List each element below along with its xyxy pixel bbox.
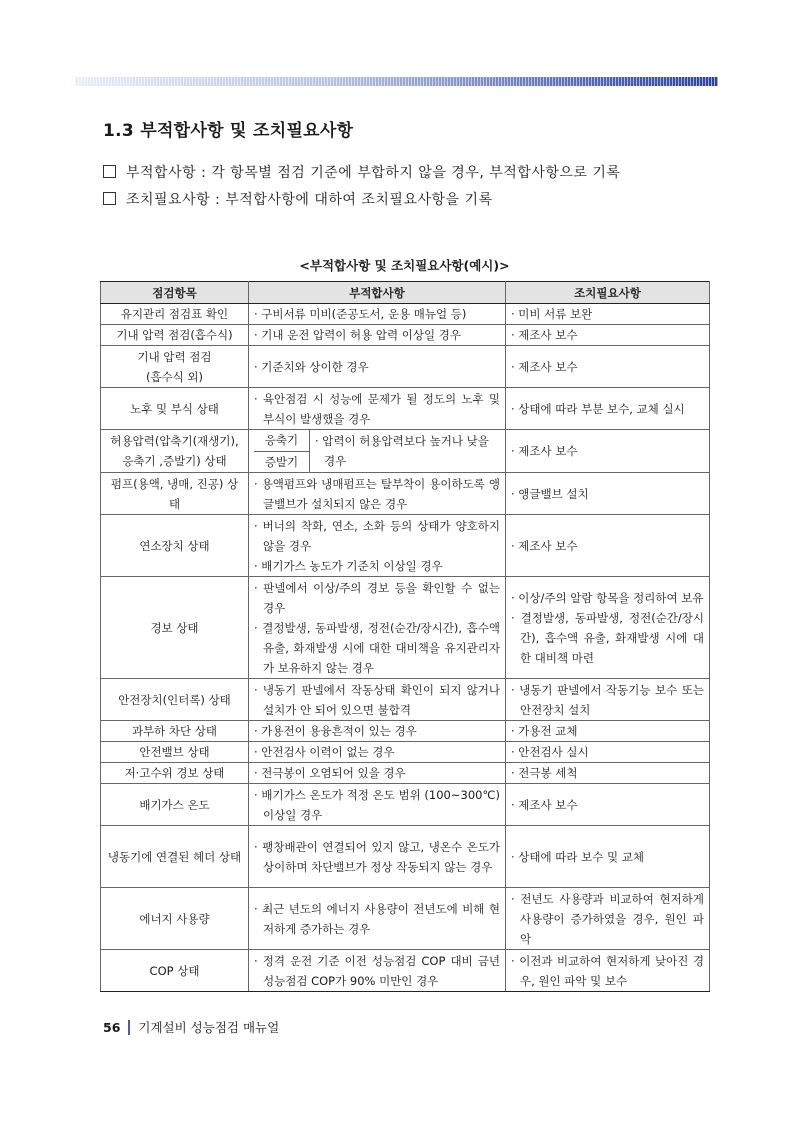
inspection-item-text: 허용압력(압축기(재생기), 응축기 ,증발기) 상태 bbox=[110, 434, 239, 468]
inspection-item-text: 기내 압력 점검(흡수식) bbox=[116, 328, 233, 342]
required-action-text: · 제조사 보수 bbox=[511, 797, 578, 812]
table-header-row bbox=[101, 282, 710, 304]
required-action-text: · 제조사 보수 bbox=[511, 359, 578, 374]
required-action-cell bbox=[506, 950, 710, 992]
nonconformity-text: · 판넬에서 이상/주의 경보 등을 확인할 수 없는 경우 bbox=[254, 580, 500, 615]
nonconformity-cell bbox=[249, 577, 506, 679]
inspection-item-text: COP 상태 bbox=[149, 963, 200, 978]
intro-line-action bbox=[103, 189, 493, 209]
required-action-cell bbox=[506, 679, 710, 721]
nonconformity-text: · 구비서류 미비(준공도서, 운용 매뉴얼 등) bbox=[254, 307, 467, 321]
inspection-item bbox=[101, 742, 249, 763]
table-caption: <부적합사항 및 조치필요사항(예시)> bbox=[299, 258, 510, 273]
required-action-text: · 결정발생, 동파발생, 정전(순간/장시간), 흡수액 유출, 화재발생 시에 대한 대비책 마련 bbox=[511, 610, 704, 665]
required-action-cell bbox=[506, 430, 710, 473]
table-row bbox=[101, 763, 710, 784]
header-rule bbox=[75, 77, 718, 86]
required-action-cell bbox=[506, 826, 710, 888]
required-action-text: · 제조사 보수 bbox=[511, 328, 578, 342]
page-number: 56 bbox=[103, 1019, 121, 1035]
required-action-text: · 전극봉 세척 bbox=[511, 766, 578, 780]
inspection-item bbox=[101, 721, 249, 742]
required-action-text: · 미비 서류 보완 bbox=[511, 307, 593, 321]
nonconformity-text: · 버너의 착화, 연소, 소화 등의 상태가 양호하지 않을 경우 bbox=[254, 518, 500, 553]
table-row bbox=[101, 577, 710, 679]
inspection-item-text: 경보 상태 bbox=[150, 620, 199, 635]
required-action-cell bbox=[506, 888, 710, 950]
table-row bbox=[101, 325, 710, 346]
nonconformity-cell bbox=[249, 473, 506, 515]
required-action-text: · 전년도 사용량과 비교하여 현저하게 사용량이 증가하였을 경우, 원인 파악 bbox=[511, 891, 704, 946]
required-action-text: · 제조사 보수 bbox=[511, 444, 578, 458]
nonconformity-text: · 최근 년도의 에너지 사용량이 전년도에 비해 현저하게 증가하는 경우 bbox=[254, 901, 500, 936]
checkbox-icon bbox=[103, 165, 116, 178]
table-row bbox=[101, 784, 710, 826]
table-row bbox=[101, 950, 710, 992]
inspection-item bbox=[101, 577, 249, 679]
inspection-item-text: 저·고수위 경보 상태 bbox=[124, 766, 225, 780]
inspection-item-text: 기내 압력 점검 (흡수식 외) bbox=[137, 349, 212, 384]
table-row bbox=[101, 679, 710, 721]
required-action-cell bbox=[506, 325, 710, 346]
nonconformity-text: · 기준치와 상이한 경우 bbox=[254, 359, 369, 374]
inspection-item bbox=[101, 515, 249, 577]
required-action-cell bbox=[506, 742, 710, 763]
nonconformity-cell bbox=[249, 325, 506, 346]
inspection-item bbox=[101, 473, 249, 515]
section-title: 1.3 부적합사항 및 조치필요사항 bbox=[103, 121, 354, 141]
required-action-text: · 상태에 따라 보수 및 교체 bbox=[511, 849, 645, 864]
nonconformity-text: · 전극봉이 오염되어 있을 경우 bbox=[254, 766, 406, 780]
column-header: 조치필요사항 bbox=[506, 282, 710, 304]
nonconformity-cell bbox=[249, 304, 506, 325]
nonconformity-cell bbox=[249, 784, 506, 826]
intro-text: 부적합사항 : 각 항목별 점검 기준에 부합하지 않을 경우, 부적합사항으로 기록 bbox=[126, 165, 621, 181]
inspection-item-text: 펌프(용액, 냉매, 진공) 상태 bbox=[110, 476, 239, 511]
required-action-text: · 안전검사 실시 bbox=[511, 745, 589, 759]
book-title: 기계설비 성능점검 매뉴얼 bbox=[138, 1020, 280, 1035]
required-action-text: · 이상/주의 알람 항목을 정리하여 보유 bbox=[511, 590, 704, 605]
table-row bbox=[101, 742, 710, 763]
inspection-item bbox=[101, 346, 249, 388]
inspection-item-text: 냉동기에 연결된 헤더 상태 bbox=[107, 849, 242, 864]
table-row bbox=[101, 826, 710, 888]
nonconformity-text: · 압력이 허용압력보다 높거나 낮을 경우 bbox=[315, 434, 489, 468]
inspection-item-text: 연소장치 상태 bbox=[139, 538, 210, 553]
nonconformity-cell bbox=[249, 742, 506, 763]
required-action-cell bbox=[506, 577, 710, 679]
table-row bbox=[101, 388, 710, 430]
nonconformity-cell bbox=[249, 888, 506, 950]
inspection-item-text: 안전장치(인터록) 상태 bbox=[118, 692, 231, 707]
nonconformity-cell bbox=[249, 763, 506, 784]
nonconformity-text: · 안전검사 이력이 없는 경우 bbox=[254, 745, 395, 759]
table-row bbox=[101, 888, 710, 950]
component-label: 응축기 bbox=[254, 430, 309, 452]
nonconformity-cell bbox=[249, 826, 506, 888]
table-row bbox=[101, 304, 710, 325]
nonconformity-cell bbox=[249, 721, 506, 742]
table-row bbox=[101, 346, 710, 388]
table-row bbox=[101, 721, 710, 742]
nonconformity-text: · 냉동기 판넬에서 작동상태 확인이 되지 않거나 설치가 안 되어 있으면 불합격 bbox=[254, 682, 500, 717]
required-action-cell bbox=[506, 388, 710, 430]
nonconformity-cell bbox=[249, 346, 506, 388]
required-action-text: · 앵글밸브 설치 bbox=[511, 486, 589, 501]
required-action-cell bbox=[506, 763, 710, 784]
required-action-cell bbox=[506, 784, 710, 826]
inspection-item-text: 배기가스 온도 bbox=[139, 797, 210, 812]
nonconformity-cell bbox=[249, 388, 506, 430]
footer-divider bbox=[128, 1020, 130, 1035]
inspection-item bbox=[101, 304, 249, 325]
nonconformity-text: · 배기가스 농도가 기준치 이상일 경우 bbox=[254, 558, 443, 573]
nonconformity-text: · 용액펌프와 냉매펌프는 탈부착이 용이하도록 앵글밸브가 설치되지 않은 경우 bbox=[254, 476, 500, 511]
inspection-item bbox=[101, 679, 249, 721]
inspection-item-text: 에너지 사용량 bbox=[139, 911, 210, 926]
inspection-item-text: 유지관리 점검표 확인 bbox=[120, 307, 229, 321]
required-action-text: · 상태에 따라 부분 보수, 교체 실시 bbox=[511, 401, 685, 416]
column-header: 점검항목 bbox=[101, 282, 249, 304]
required-action-cell bbox=[506, 346, 710, 388]
page-footer bbox=[103, 1018, 279, 1036]
intro-line-nonconformity bbox=[103, 162, 620, 182]
inspection-item bbox=[101, 888, 249, 950]
inspection-item bbox=[101, 826, 249, 888]
column-header: 부적합사항 bbox=[249, 282, 506, 304]
required-action-cell bbox=[506, 721, 710, 742]
inspection-item bbox=[101, 388, 249, 430]
table-row bbox=[101, 473, 710, 515]
nonconformity-text: · 팽창배관이 연결되어 있지 않고, 냉온수 온도가 상이하며 차단밸브가 정상 작동되지 않는 경우 bbox=[254, 839, 500, 874]
inspection-item-text: 과부하 차단 상태 bbox=[131, 724, 218, 738]
nonconformity-text: · 기내 운전 압력이 허용 압력 이상일 경우 bbox=[254, 328, 461, 342]
nonconformity-text: · 정격 운전 기준 이전 성능점검 COP 대비 금년 성능점검 COP가 90% 미만인 경우 bbox=[254, 953, 500, 988]
nonconformity-text: · 결정발생, 동파발생, 정전(순간/장시간), 흡수액 유출, 화재발생 시에 대한 대비책을 유지관리자가 보유하지 않는 경우 bbox=[254, 620, 500, 675]
nonconformity-text: · 가용전이 용융흔적이 있는 경우 bbox=[254, 724, 417, 738]
nonconformity-cell bbox=[249, 430, 506, 473]
inspection-item-text: 노후 및 부식 상태 bbox=[130, 401, 219, 416]
inspection-item bbox=[101, 950, 249, 992]
table-row bbox=[101, 430, 710, 473]
required-action-cell bbox=[506, 515, 710, 577]
nonconformity-cell bbox=[249, 950, 506, 992]
required-action-text: · 가용전 교체 bbox=[511, 724, 578, 738]
inspection-item bbox=[101, 430, 249, 473]
nonconformity-cell bbox=[249, 679, 506, 721]
required-action-cell bbox=[506, 473, 710, 515]
table-row bbox=[101, 515, 710, 577]
required-action-text: · 냉동기 판넬에서 작동기능 보수 또는 안전장치 설치 bbox=[511, 682, 704, 717]
required-action-text: · 이전과 비교하여 현저하게 낮아진 경우, 원인 파악 및 보수 bbox=[511, 953, 704, 988]
inspection-item bbox=[101, 325, 249, 346]
inspection-item bbox=[101, 784, 249, 826]
intro-text: 조치필요사항 : 부적합사항에 대하여 조치필요사항을 기록 bbox=[126, 192, 493, 208]
inspection-item bbox=[101, 763, 249, 784]
nonconformity-cell bbox=[249, 515, 506, 577]
component-list bbox=[254, 430, 310, 472]
nonconformity-text: · 육안점검 시 성능에 문제가 될 정도의 노후 및 부식이 발생했을 경우 bbox=[254, 391, 500, 426]
nonconformity-text: · 배기가스 온도가 적정 온도 범위 (100~300℃) 이상일 경우 bbox=[254, 787, 500, 822]
required-action-cell bbox=[506, 304, 710, 325]
required-action-text: · 제조사 보수 bbox=[511, 538, 578, 553]
component-label: 증발기 bbox=[264, 454, 299, 469]
nonconformity-table bbox=[100, 281, 710, 992]
checkbox-icon bbox=[103, 192, 116, 205]
inspection-item-text: 안전밸브 상태 bbox=[139, 745, 210, 759]
